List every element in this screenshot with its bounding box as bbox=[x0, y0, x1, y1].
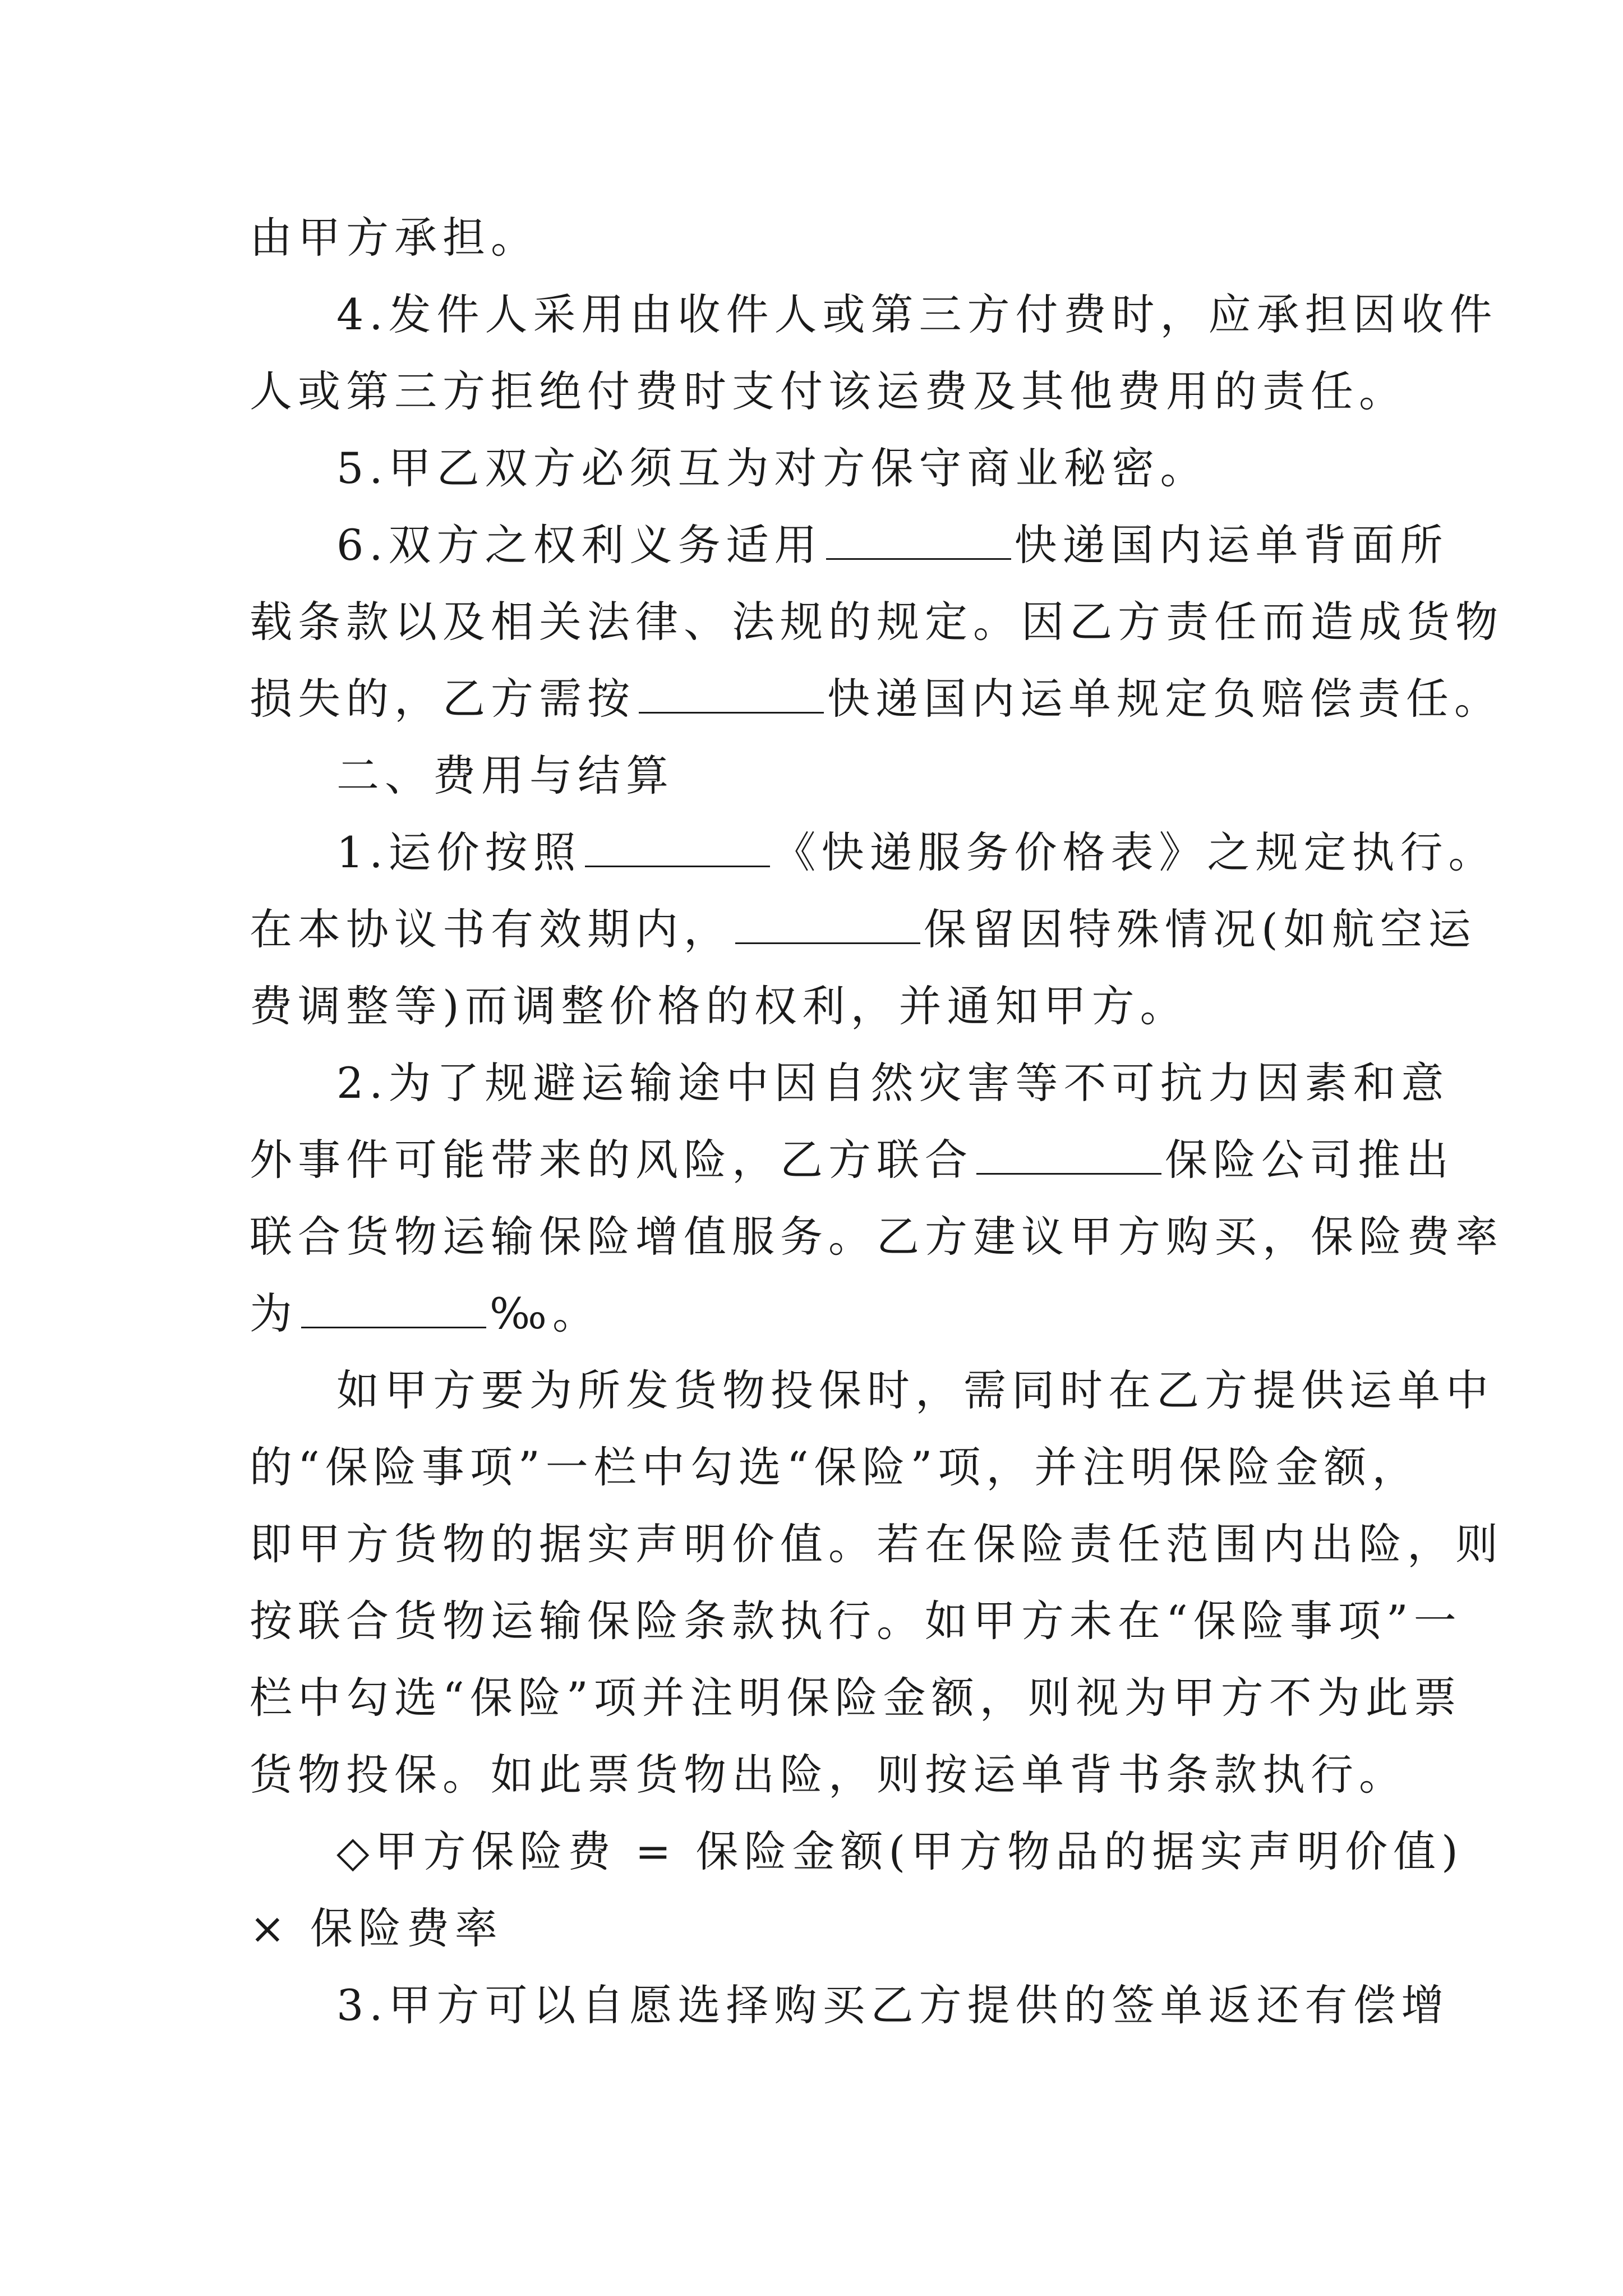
fill-blank[interactable] bbox=[976, 1139, 1161, 1175]
clause-5-line: 5.甲乙双方必须互为对方保守商业秘密。 bbox=[336, 443, 1209, 493]
clause-6-line-2: 载条款以及相关法律、法规的规定。因乙方责任而造成货物 bbox=[250, 597, 1504, 647]
fill-blank[interactable] bbox=[639, 678, 824, 714]
fee-clause-1-line-2: 在本协议书有效期内， 保留因特殊情况(如航空运 bbox=[250, 904, 1477, 954]
fee-clause-1-line-1: 1.运价按照 《快递服务价格表》之规定执行。 bbox=[336, 827, 1497, 877]
clause-6-line-3: 损失的，乙方需按 快递国内运单规定负赔偿责任。 bbox=[250, 674, 1502, 724]
fill-blank[interactable] bbox=[735, 909, 920, 944]
fee-clause-1-line-3: 费调整等)而调整价格的权利，并通知甲方。 bbox=[250, 981, 1188, 1031]
insurance-paragraph-line-1: 如甲方要为所发货物投保时，需同时在乙方提供运单中 bbox=[336, 1365, 1494, 1415]
fee-clause-2-line-1: 2.为了规避运输途中因自然灾害等不可抗力因素和意 bbox=[336, 1058, 1450, 1108]
fill-blank[interactable] bbox=[826, 524, 1011, 560]
insurance-paragraph-line-3: 即甲方货物的据实声明价值。若在保险责任范围内出险，则 bbox=[250, 1519, 1504, 1569]
formula-line-1: ◇甲方保险费 = 保险金额(甲方物品的据实声明价值) bbox=[336, 1826, 1464, 1876]
section-heading: 二、费用与结算 bbox=[336, 751, 674, 800]
insurance-paragraph-line-5: 栏中勾选“保险”项并注明保险金额，则视为甲方不为此票 bbox=[250, 1673, 1462, 1723]
fill-blank[interactable] bbox=[585, 832, 770, 867]
insurance-paragraph-line-2: 的“保险事项”一栏中勾选“保险”项，并注明保险金额， bbox=[250, 1442, 1421, 1492]
insurance-paragraph-line-4: 按联合货物运输保险条款执行。如甲方未在“保险事项”一 bbox=[250, 1596, 1462, 1646]
clause-6-line-1: 6.双方之权利义务适用 快递国内运单背面所 bbox=[336, 520, 1449, 570]
fee-clause-2-line-2: 外事件可能带来的风险，乙方联合 保险公司推出 bbox=[250, 1135, 1454, 1185]
clause-4-line-1: 4.发件人采用由收件人或第三方付费时，应承担因收件 bbox=[336, 289, 1498, 339]
formula-line-2: × 保险费率 bbox=[250, 1903, 503, 1953]
fee-clause-3-line-1: 3.甲方可以自愿选择购买乙方提供的签单返还有偿增 bbox=[336, 1980, 1450, 2030]
fee-clause-2-line-3: 联合货物运输保险增值服务。乙方建议甲方购买，保险费率 bbox=[250, 1212, 1504, 1262]
insurance-paragraph-line-6: 货物投保。如此票货物出险，则按运单背书条款执行。 bbox=[250, 1750, 1407, 1800]
fill-blank[interactable] bbox=[301, 1293, 486, 1328]
paragraph-line: 由甲方承担。 bbox=[250, 213, 539, 263]
fee-clause-2-line-4: 为 ‰。 bbox=[250, 1289, 601, 1338]
clause-4-line-2: 人或第三方拒绝付费时支付该运费及其他费用的责任。 bbox=[250, 366, 1407, 416]
